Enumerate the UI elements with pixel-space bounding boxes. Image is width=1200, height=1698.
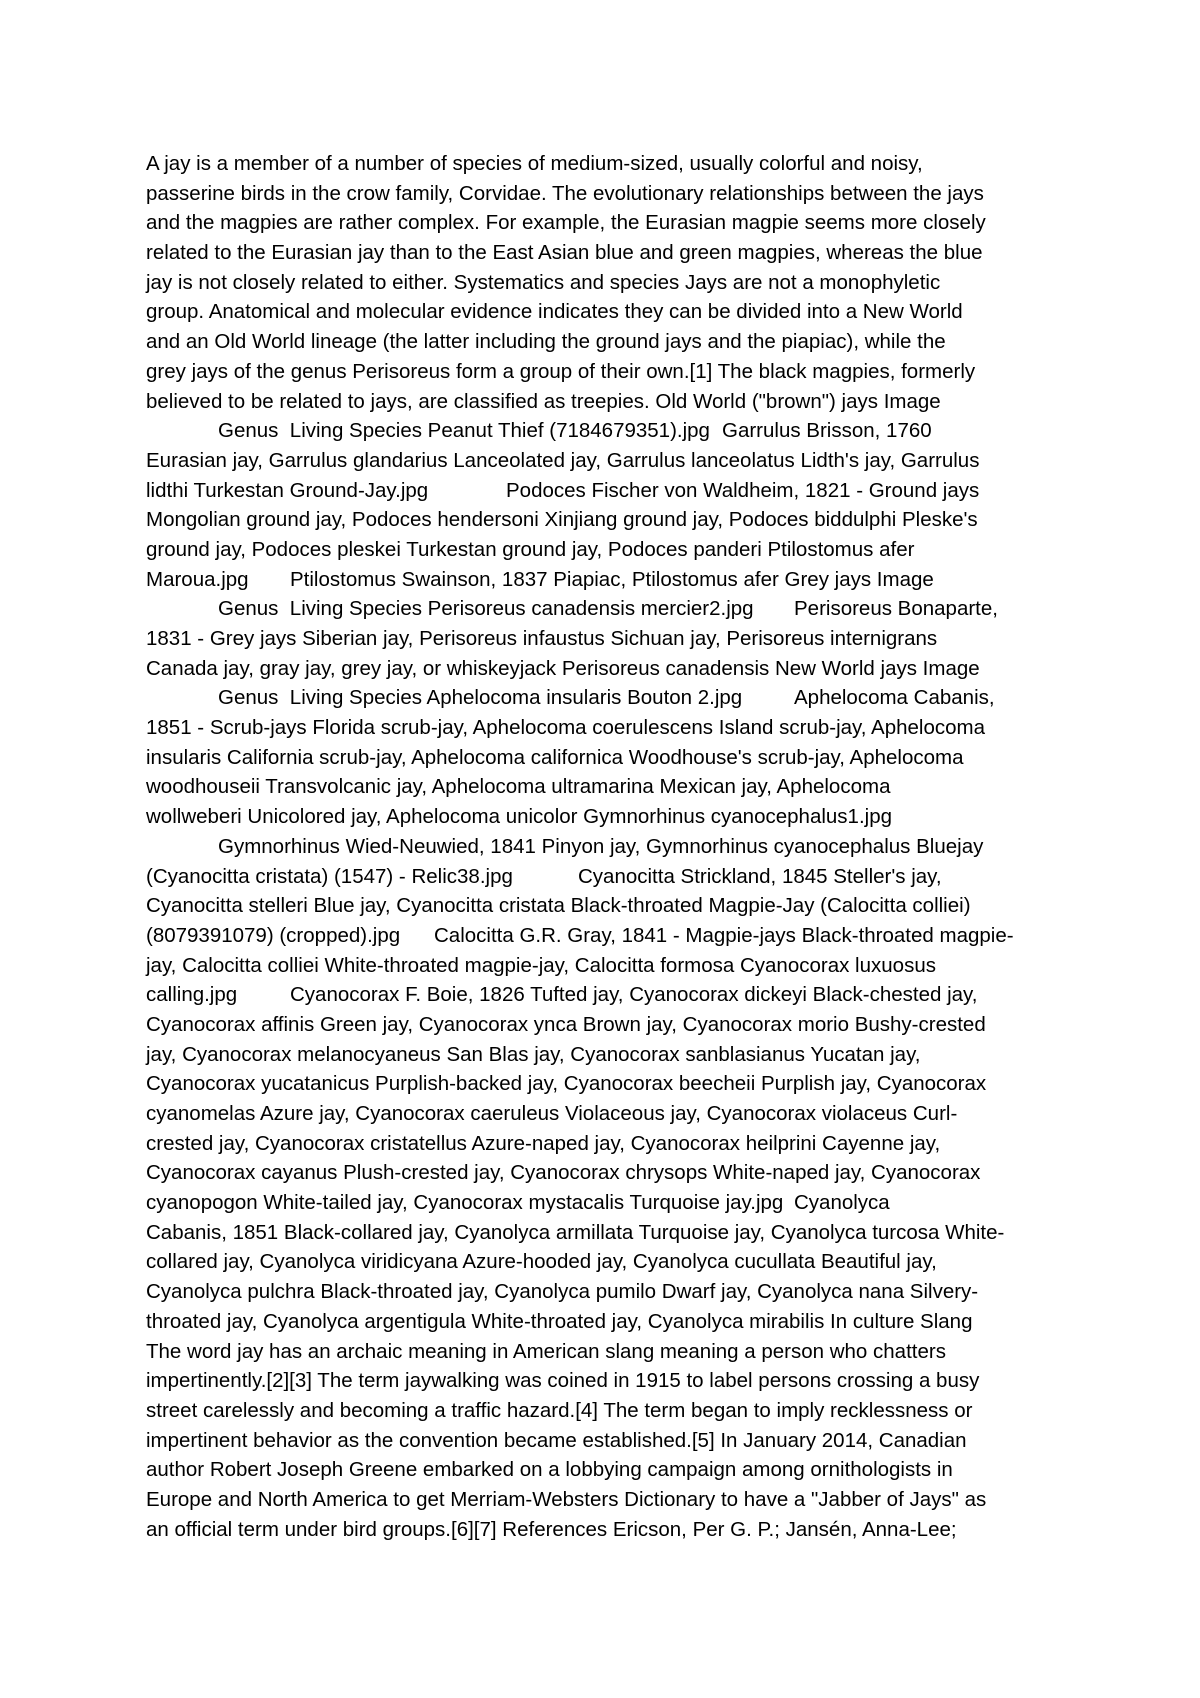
text-line: Cyanocorax cayanus Plush-crested jay, Cyanocorax chrysops White-naped jay, Cyanocorax (146, 1161, 981, 1185)
text-line: (8079391079) (cropped).jpg Calocitta G.R. Gray, 1841 - Magpie-jays Black-throated magpie- (146, 923, 1014, 947)
text-line: Cyanolyca pulchra Black-throated jay, Cyanolyca pumilo Dwarf jay, Cyanolyca nana Silvery- (146, 1280, 979, 1304)
text-line: grey jays of the genus Perisoreus form a group of their own.[1] The black magpies, formerly (146, 359, 976, 383)
text-line: street carelessly and becoming a traffic hazard.[4] The term began to imply recklessness or (146, 1398, 973, 1422)
text-line: A jay is a member of a number of species of medium-sized, usually colorful and noisy, (146, 152, 923, 175)
text-line: impertinently.[2][3] The term jaywalking was coined in 1915 to label persons crossing a busy (146, 1369, 980, 1393)
text-line: Mongolian ground jay, Podoces hendersoni Xinjiang ground jay, Podoces biddulphi Pleske's (146, 508, 978, 532)
text-line: Genus Living Species Perisoreus canadensis mercier2.jpg Perisoreus Bonaparte, (146, 597, 998, 621)
text-line: lidthi Turkestan Ground-Jay.jpg Podoces Fischer von Waldheim, 1821 - Ground jays (146, 478, 980, 502)
text-line: believed to be related to jays, are classified as treepies. Old World ("brown") jays Image (146, 389, 941, 413)
text-line: impertinent behavior as the convention became established.[5] In January 2014, Canadian (146, 1428, 967, 1452)
text-line: woodhouseii Transvolcanic jay, Aphelocoma ultramarina Mexican jay, Aphelocoma (146, 775, 891, 799)
text-line: 1851 - Scrub-jays Florida scrub-jay, Aphelocoma coerulescens Island scrub-jay, Aphelocoma (146, 716, 986, 740)
text-line: cyanopogon White-tailed jay, Cyanocorax mystacalis Turquoise jay.jpg Cyanolyca (146, 1191, 890, 1215)
text-line: jay, Calocitta colliei White-throated magpie-jay, Calocitta formosa Cyanocorax luxuosus (146, 953, 936, 977)
text-line: calling.jpg Cyanocorax F. Boie, 1826 Tufted jay, Cyanocorax dickeyi Black-chested jay, (146, 983, 978, 1007)
text-line: Maroua.jpg Ptilostomus Swainson, 1837 Piapiac, Ptilostomus afer Grey jays Image (146, 567, 934, 591)
text-line: Genus Living Species Aphelocoma insularis Bouton 2.jpg Aphelocoma Cabanis, (146, 686, 995, 710)
text-line: wollweberi Unicolored jay, Aphelocoma unicolor Gymnorhinus cyanocephalus1.jpg (146, 805, 892, 829)
text-line: throated jay, Cyanolyca argentigula White-throated jay, Cyanolyca mirabilis In culture Slang (146, 1309, 973, 1333)
text-line: passerine birds in the crow family, Corvidae. The evolutionary relationships between the jays (146, 181, 984, 205)
text-line: cyanomelas Azure jay, Cyanocorax caeruleus Violaceous jay, Cyanocorax violaceus Curl- (146, 1102, 958, 1125)
text-line: Eurasian jay, Garrulus glandarius Lanceolated jay, Garrulus lanceolatus Lidth's jay, Garrulus (146, 448, 980, 472)
text-line: insularis California scrub-jay, Aphelocoma californica Woodhouse's scrub-jay, Aphelocoma (146, 745, 964, 769)
text-line: an official term under bird groups.[6][7] References Ericson, Per G. P.; Jansén, Anna-Lee; (146, 1517, 957, 1541)
text-line: Canada jay, gray jay, grey jay, or whiskeyjack Perisoreus canadensis New World jays Image (146, 656, 980, 680)
text-line: Genus Living Species Peanut Thief (7184679351).jpg Garrulus Brisson, 1760 (146, 419, 932, 443)
body-text (146, 149, 1066, 1544)
text-line: The word jay has an archaic meaning in American slang meaning a person who chatters (146, 1339, 946, 1363)
text-line: jay is not closely related to either. Systematics and species Jays are not a monophyletic (146, 270, 941, 294)
text-line: (Cyanocitta cristata) (1547) - Relic38.jpg Cyanocitta Strickland, 1845 Steller's jay, (146, 864, 942, 888)
text-line: Cyanocitta stelleri Blue jay, Cyanocitta cristata Black-throated Magpie-Jay (Calocitta colliei) (146, 894, 971, 918)
text-line: Cyanocorax yucatanicus Purplish-backed jay, Cyanocorax beecheii Purplish jay, Cyanocorax (146, 1072, 987, 1096)
text-line: Europe and North America to get Merriam-Websters Dictionary to have a "Jabber of Jays" as (146, 1487, 987, 1511)
text-line: ground jay, Podoces pleskei Turkestan ground jay, Podoces panderi Ptilostomus afer (146, 537, 915, 561)
text-line: crested jay, Cyanocorax cristatellus Azure-naped jay, Cyanocorax heilprini Cayenne jay, (146, 1131, 941, 1155)
text-line: Cyanocorax affinis Green jay, Cyanocorax ynca Brown jay, Cyanocorax morio Bushy-crested (146, 1012, 986, 1036)
text-line: and an Old World lineage (the latter including the ground jays and the piapiac), while the (146, 330, 946, 354)
text-line: group. Anatomical and molecular evidence indicates they can be divided into a New World (146, 300, 963, 324)
text-line: author Robert Joseph Greene embarked on a lobbying campaign among ornithologists in (146, 1458, 953, 1482)
text-line: collared jay, Cyanolyca viridicyana Azure-hooded jay, Cyanolyca cucullata Beautiful jay, (146, 1250, 937, 1274)
text-line: Gymnorhinus Wied-Neuwied, 1841 Pinyon jay, Gymnorhinus cyanocephalus Bluejay (146, 834, 984, 858)
text-line: and the magpies are rather complex. For example, the Eurasian magpie seems more closely (146, 211, 986, 235)
text-line: Cabanis, 1851 Black-collared jay, Cyanolyca armillata Turquoise jay, Cyanolyca turcosa White- (146, 1220, 1005, 1244)
text-line: jay, Cyanocorax melanocyaneus San Blas jay, Cyanocorax sanblasianus Yucatan jay, (146, 1042, 921, 1066)
text-line: related to the Eurasian jay than to the East Asian blue and green magpies, whereas the blue (146, 241, 983, 265)
text-line: 1831 - Grey jays Siberian jay, Perisoreus infaustus Sichuan jay, Perisoreus internigrans (146, 627, 938, 650)
